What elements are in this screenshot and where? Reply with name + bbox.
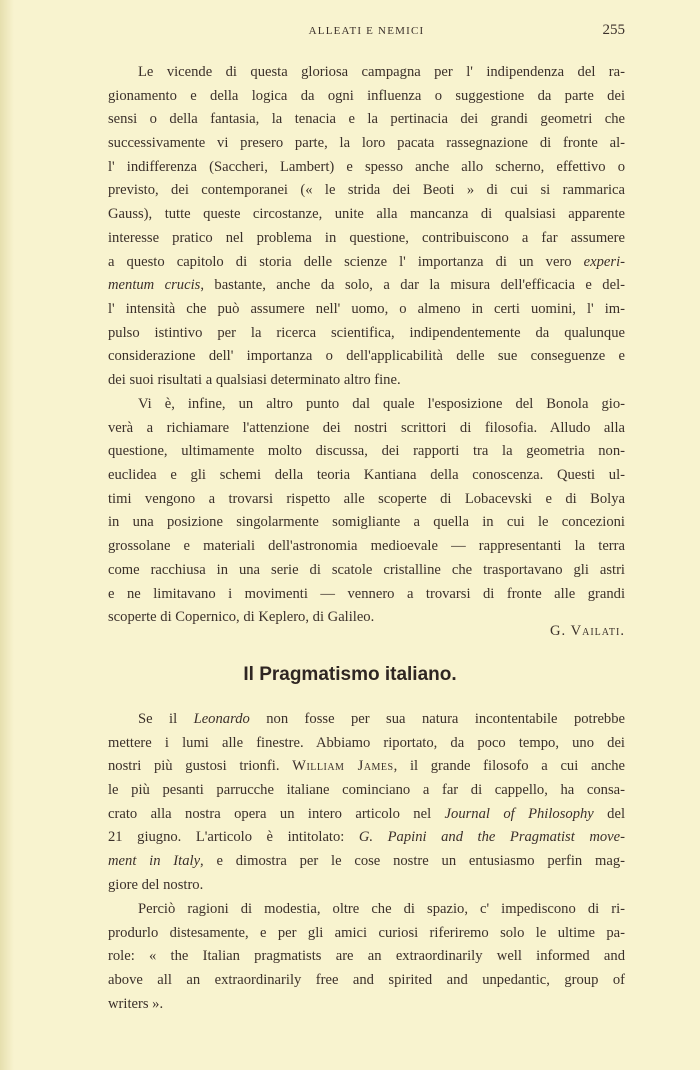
text-line [108,826,625,850]
italic-text-run: mentum crucis [108,277,201,294]
text-line [108,898,625,922]
text-run: pulso istintivo per la ricerca scientifica, indipendentemente da qualunque [108,324,625,341]
text-run: in una posizione singolarmente somigliante a quella in cui le concezioni [108,514,625,531]
text-line [108,874,625,898]
text-line [108,345,625,369]
italic-text-run: experi- [583,253,625,270]
text-line [108,779,625,803]
text-line [108,417,625,441]
text-run: above all an extraordinarily free and spirited and unpedantic, group of [108,972,625,989]
text-run: non fosse per sua natura incontentabile potrebbe [249,711,625,727]
text-line [108,606,625,630]
text-line [108,922,625,946]
text-line [108,227,625,251]
text-run: Se il [138,711,194,727]
text-run: writers ». [108,995,164,1012]
text-run: giore del nostro. [108,876,204,893]
text-run: l' intensità che può assumere nell' uomo, o almeno in certi uomini, l' im- [108,300,625,317]
text-run: sensi o della fantasia, la tenacia e la pertinacia dei grandi geometri che [108,111,625,128]
text-line [108,274,625,298]
small-caps-name: William James [292,758,394,775]
text-line [108,464,625,488]
text-run: considerazione dell' importanza o dell'applicabilità delle sue conseguenze e [108,348,625,365]
text-run: mettere i lumi alle finestre. Abbiamo riportato, da poco tempo, uno dei [108,734,625,751]
text-run: crato alla nostra opera un intero articolo nel [108,805,445,822]
text-run: e ne limitavano i movimenti — vennero a trovarsi di fronte alle grandi [108,585,625,602]
paragraph-quote [108,898,625,1016]
text-line [108,298,625,322]
page-gutter-shadow [0,0,14,1070]
text-run: , il grande filosofo a cui anche [393,758,625,775]
text-line [108,583,625,607]
text-line [108,322,625,346]
text-run: previsto, dei contemporanei (« le strida dei Beoti » di cui si rammarica [108,182,625,199]
text-run: nostri più gustosi trionfi. [108,758,293,775]
text-line [108,132,625,156]
text-run: questione, ultimamente molto discussa, dei rapporti tra la geometria non- [108,443,625,460]
text-line [108,251,625,275]
text-run: Perciò ragioni di modestia, oltre che di spazio, c' impediscono di ri- [138,901,625,917]
text-run: successivamente vi presero parte, la loro pacata rassegnazione di fronte al- [108,135,625,152]
text-run: l' indifferenza (Saccheri, Lambert) e spesso anche allo scherno, effettivo o [108,158,625,175]
text-line [108,945,625,969]
running-header [108,22,625,42]
italic-text-run: Leonardo [193,711,250,727]
text-run: , e dimostra per le cose nostre un entusiasmo perfin mag- [200,853,625,870]
text-run: le più pesanti parrucche italiane cominciano a far di cappello, ha consa- [108,782,625,799]
text-run: grossolane e materiali dell'astronomia medioevale — rappresentanti la terra [108,538,625,555]
text-line [108,755,625,779]
text-run: dei suoi risultati a qualsiasi determinato altro fine. [108,371,401,388]
author-signature: G. Vailati. [550,623,625,639]
text-run: 21 giugno. L'articolo è intitolato: [108,829,359,846]
text-line [108,969,625,993]
text-line [108,488,625,512]
text-line [108,108,625,132]
text-line [108,511,625,535]
text-line [108,61,625,85]
text-line [108,369,625,393]
running-title: ALLEATI E NEMICI [308,25,425,37]
text-line [108,559,625,583]
text-line [108,156,625,180]
text-line [108,179,625,203]
text-line [108,850,625,874]
text-run: interesse pratico nel problema in questione, contribuiscono a far assumere [108,229,625,246]
paragraph-kantian-question [108,393,625,630]
text-line [108,803,625,827]
text-run: verà a richiamare l'attenzione dei nostri scrittori di filosofia. Alludo alla [108,419,625,436]
text-line [108,393,625,417]
text-line [108,535,625,559]
text-line [108,440,625,464]
text-run: del [593,805,625,822]
text-run: come racchiusa in una serie di scatole cristalline che trasportavano gli astri [108,561,625,578]
text-run: Gauss), tutte queste circostanze, unite alla mancanza di qualsiasi apparente [108,206,625,223]
paragraph-william-james [108,708,625,898]
text-line [108,203,625,227]
text-run: Le vicende di questa gloriosa campagna per l' indipendenza del ra- [138,64,625,80]
text-run: produrlo distesamente, e per gli amici curiosi riferiremo solo le ultime pa- [108,924,625,941]
text-run: role: « the Italian pragmatists are an extraordinarily well informed and [108,948,625,965]
section-title: Il Pragmatismo italiano. [243,664,457,685]
text-run: euclidea e gli schemi della teoria Kantiana della conoscenza. Questi ul- [108,467,625,484]
italic-text-run: Journal of Philosophy [444,805,594,822]
paragraph-non-euclidean-history [108,61,625,393]
text-run: scoperte di Copernico, di Keplero, di Galileo. [108,609,375,626]
text-run: , bastante, anche da solo, a dar la misura dell'efficacia e del- [200,277,625,294]
text-run: gionamento e della logica da ogni influenza o suggestione da parte dei [108,87,625,104]
italic-text-run: G. Papini and the Pragmatist move- [358,829,625,846]
text-line [108,993,625,1017]
text-run: Vi è, infine, un altro punto dal quale l'esposizione del Bonola gio- [138,396,625,412]
text-line [108,732,625,756]
italic-text-run: ment in Italy [108,853,201,870]
text-line [108,708,625,732]
page-number: 255 [602,22,625,38]
text-line [108,85,625,109]
text-run: a questo capitolo di storia delle scienze l' importanza di un vero [108,253,584,270]
text-run: timi vengono a trovarsi rispetto alle scoperte di Lobacevski e di Bolya [108,490,625,507]
